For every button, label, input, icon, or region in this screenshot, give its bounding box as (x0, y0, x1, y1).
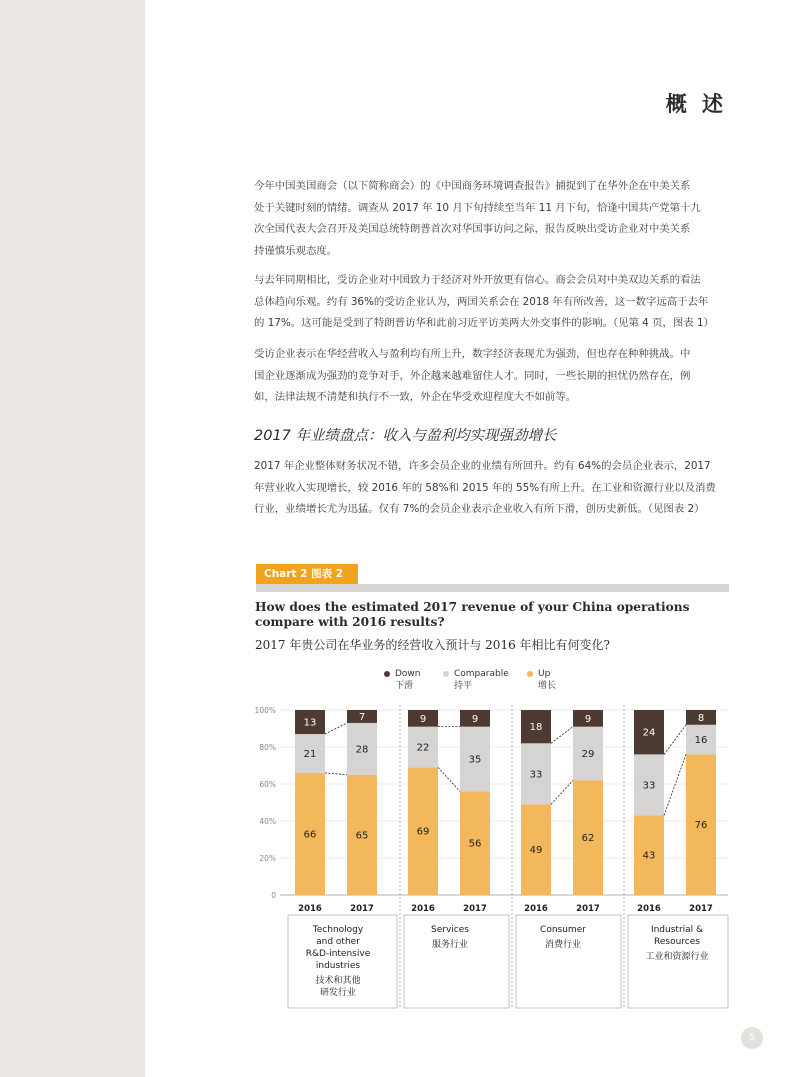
legend-item-down (395, 668, 421, 692)
connector-up (325, 773, 347, 775)
data-label: 9 (419, 713, 427, 725)
category-label-consumer (518, 924, 608, 951)
category-label-cn: 技术和其他 (315, 976, 361, 986)
category-label-services (405, 924, 495, 951)
data-label: 33 (642, 780, 656, 792)
y-tick-label: 60% (259, 780, 276, 789)
data-label: 8 (697, 712, 705, 724)
page-number: 5 (741, 1027, 763, 1049)
data-label: 7 (358, 711, 366, 723)
page-title: 概 述 (665, 92, 727, 116)
paragraph-line: 今年中国美国商会（以下简称商会）的《中国商务环境调查报告》捕捉到了在华外企在中美关系 (254, 180, 691, 192)
data-label: 18 (529, 722, 543, 734)
data-label: 9 (471, 713, 479, 725)
data-label: 76 (694, 820, 708, 832)
connector-comparable (325, 723, 347, 734)
chart-question-cn: 2017 年贵公司在华业务的经营收入预计与 2016 年相比有何变化? (255, 638, 610, 652)
paragraph-line: 2017 年企业整体财务状况不错，许多会员企业的业绩有所回升。约有 64%的会员企业表示，2017 (254, 460, 711, 472)
connector-up (438, 767, 460, 791)
legend-label-en: Down (395, 669, 421, 679)
legend-swatch-down (384, 671, 390, 677)
category-label-en: Consumer (540, 925, 586, 935)
data-label: 66 (303, 829, 317, 841)
category-label-industrial (627, 924, 727, 963)
x-tick-label: 2017 (350, 904, 374, 914)
x-tick-label: 2016 (411, 904, 435, 914)
x-tick-label: 2016 (637, 904, 661, 914)
category-label-en: R&D-intensive (305, 949, 371, 959)
legend-label-en: Up (538, 669, 551, 679)
data-label: 33 (529, 769, 543, 781)
connector-comparable (664, 725, 686, 755)
legend-item-up (538, 668, 556, 692)
data-label: 69 (416, 826, 430, 838)
paragraph-line: 与去年同期相比，受访企业对中国致力于经济对外开放更有信心。商会会员对中美双边关系的看法 (254, 274, 701, 286)
category-label-technology (293, 924, 383, 999)
data-label: 56 (468, 838, 482, 850)
paragraph-line: 受访企业表示在华经营收入与盈利均有所上升，数字经济表现尤为强劲，但也存在种种挑战。中 (254, 348, 691, 360)
data-label: 29 (581, 748, 595, 760)
x-tick-label: 2017 (576, 904, 600, 914)
category-label-en: and other (316, 937, 360, 947)
y-tick-label: 0 (271, 891, 276, 900)
connector-comparable (551, 727, 573, 744)
paragraph-line: 国企业逐渐成为强劲的竞争对手，外企越来越难留住人才。同时，一些长期的担忧仍然存在，例 (254, 369, 691, 382)
data-label: 28 (355, 744, 369, 756)
x-tick-label: 2017 (463, 904, 487, 914)
data-label: 21 (303, 748, 317, 760)
x-tick-label: 2016 (524, 904, 548, 914)
x-tick-label: 2017 (689, 904, 713, 914)
paragraph-line: 持谨慎乐观态度。 (254, 244, 338, 257)
paragraph-4 (254, 456, 730, 521)
legend-swatch-up (527, 671, 533, 677)
chart-rule (256, 584, 729, 592)
legend-label-cn: 持平 (454, 681, 473, 691)
data-label: 24 (642, 727, 656, 739)
category-label-en: Resources (654, 937, 700, 947)
category-label-en: industries (315, 961, 361, 971)
legend-swatch-comparable (443, 671, 449, 677)
chart-question-en: How does the estimated 2017 revenue of your China operations compare with 2016 results? (255, 600, 690, 629)
category-label-cn: 服务行业 (431, 940, 468, 950)
paragraph-line: 如，法律法规不清楚和执行不一致，外企在华受欢迎程度大不如前等。 (254, 391, 577, 403)
data-label: 35 (468, 754, 482, 766)
y-tick-label: 80% (259, 743, 276, 752)
data-label: 16 (694, 735, 708, 747)
legend-label-cn: 增长 (538, 681, 557, 691)
connector-up (664, 754, 686, 815)
legend-item-comparable (454, 668, 509, 692)
category-label-en: Industrial & (650, 925, 704, 935)
y-tick-label: 20% (259, 854, 276, 863)
chart-tag: Chart 2 图表 2 (256, 564, 358, 584)
data-label: 43 (642, 850, 656, 862)
legend-label-en: Comparable (454, 669, 509, 679)
legend-label-cn: 下滑 (395, 681, 414, 691)
category-label-cn: 消费行业 (544, 940, 581, 950)
paragraph-2 (254, 270, 730, 335)
data-label: 65 (355, 830, 369, 842)
category-label-cn: 工业和资源行业 (645, 952, 709, 962)
data-label: 13 (303, 717, 317, 729)
paragraph-3 (254, 344, 730, 409)
data-label: 9 (584, 713, 592, 725)
data-label: 49 (529, 845, 543, 857)
paragraph-line: 处于关键时刻的情绪。调查从 2017 年 10 月下旬持续至当年 11 月下旬，恰逢中国共产党第十九 (254, 201, 701, 214)
y-tick-label: 40% (259, 817, 276, 826)
side-band (0, 0, 145, 1077)
category-label-cn: 研发行业 (319, 988, 356, 998)
paragraph-line: 行业，业绩增长尤为迅猛。仅有 7%的会员企业表示企业收入有所下滑，创历史新低。（见图表 2） (254, 503, 705, 515)
x-tick-label: 2016 (298, 904, 322, 914)
paragraph-1 (254, 176, 730, 262)
data-label: 62 (581, 833, 595, 845)
y-tick-label: 100% (254, 706, 276, 715)
section-subheading: 2017 年业绩盘点：收入与盈利均实现强劲增长 (254, 428, 557, 444)
paragraph-line: 次全国代表大会召开及美国总统特朗普首次对华国事访问之际，报告反映出受访企业对中美关系 (254, 223, 691, 235)
category-label-en: Technology (312, 925, 364, 935)
category-label-en: Services (431, 925, 469, 935)
data-label: 22 (416, 742, 430, 754)
paragraph-line: 总体趋向乐观。约有 36%的受访企业认为，两国关系会在 2018 年有所改善，这一数字远高于去年 (254, 295, 709, 308)
paragraph-line: 年营业收入实现增长，较 2016 年的 58%和 2015 年的 55%有所上升。在工业和资源行业以及消费 (254, 481, 716, 494)
paragraph-line: 的 17%。这可能是受到了特朗普访华和此前习近平访美两大外交事件的影响。（见第 4 页，图表 1） (254, 317, 714, 329)
